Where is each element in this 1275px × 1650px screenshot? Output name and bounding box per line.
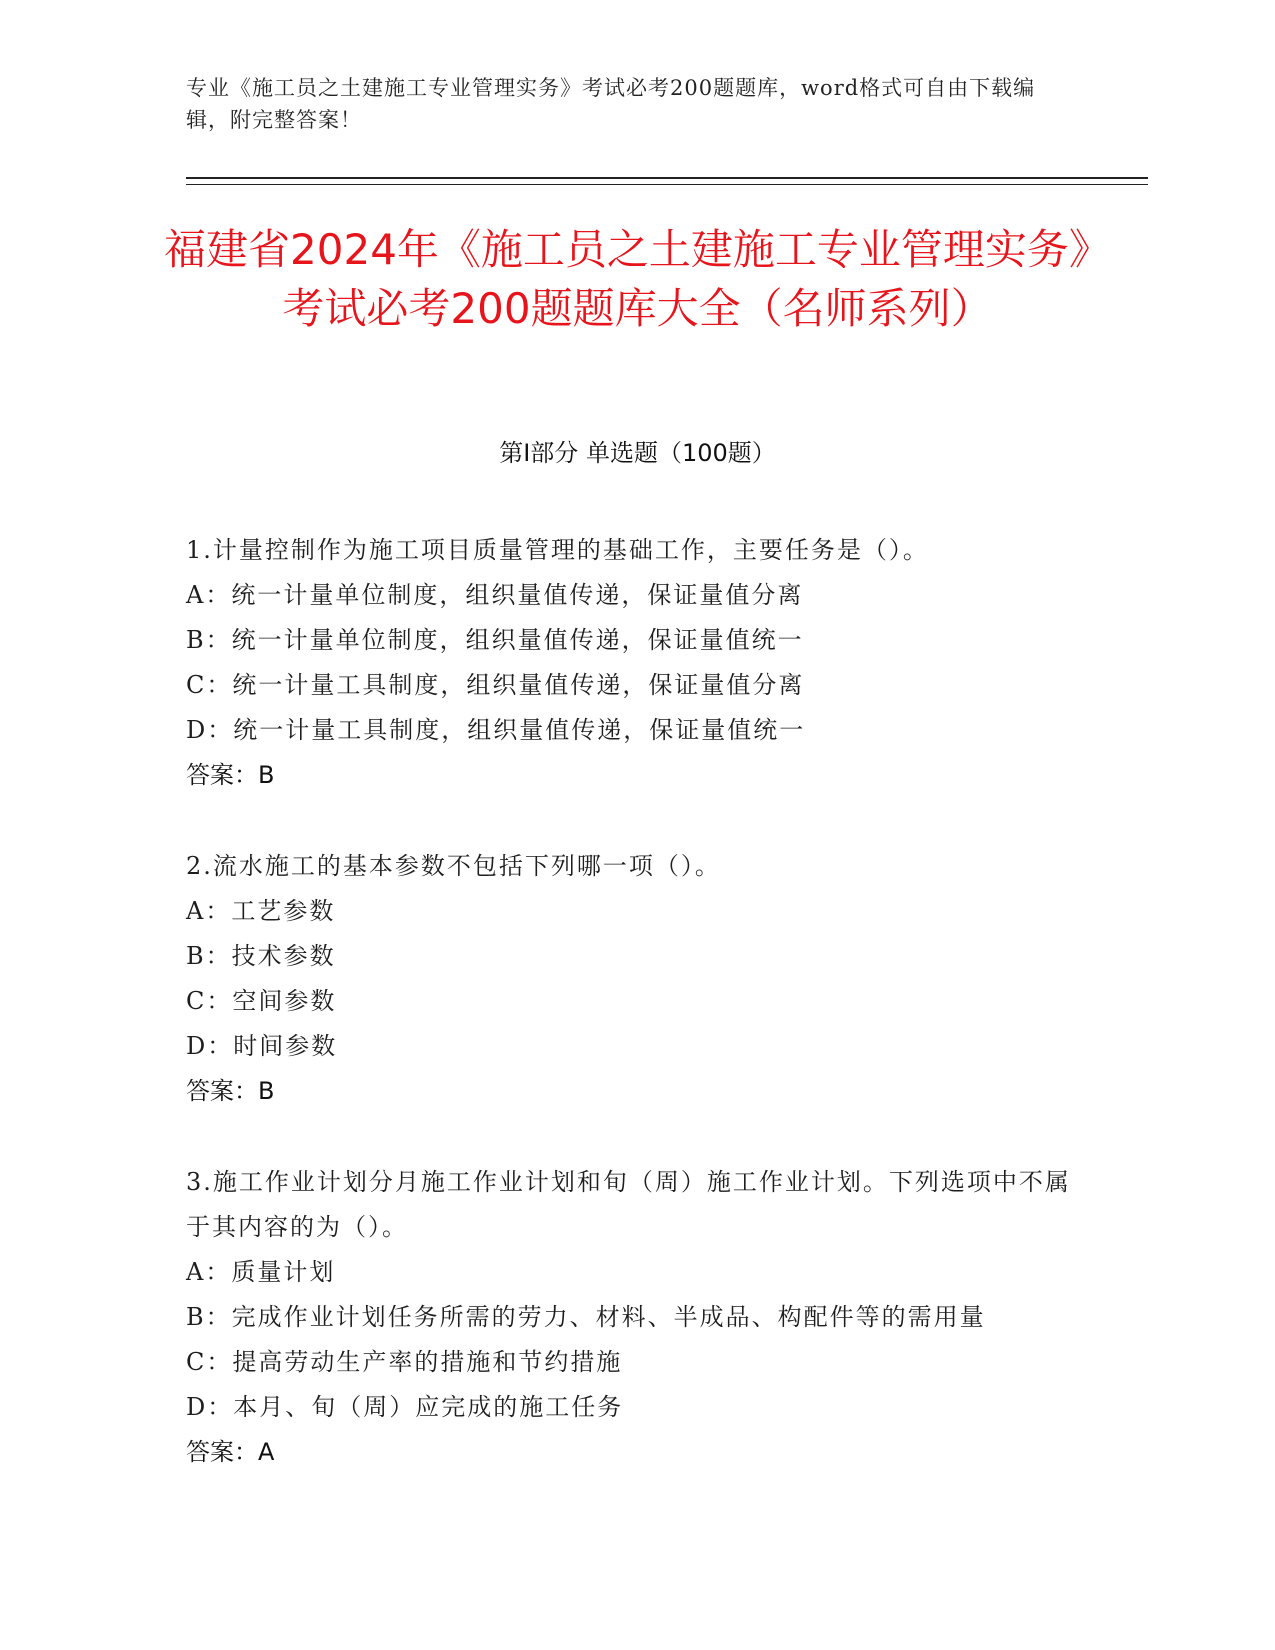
option-a: A：统一计量单位制度，组织量值传递，保证量值分离: [186, 581, 804, 609]
option-d: D：本月、旬（周）应完成的施工任务: [186, 1393, 624, 1421]
answer: 答案：B: [186, 1077, 275, 1105]
option-b: B：技术参数: [186, 942, 336, 970]
option-a: A：质量计划: [186, 1258, 336, 1286]
question-stem: 3.施工作业计划分月施工作业计划和旬（周）施工作业计划。下列选项中不属于其内容的为（）。: [186, 1168, 1071, 1241]
question-3: [186, 1160, 1086, 1475]
option-a: A：工艺参数: [186, 897, 336, 925]
option-c: C：空间参数: [186, 987, 337, 1015]
header-note: 专业《施工员之土建施工专业管理实务》考试必考200题题库，word格式可自由下载编辑，附完整答案！: [186, 76, 1036, 132]
question-1: [186, 528, 1086, 798]
question-stem: 1.计量控制作为施工项目质量管理的基础工作，主要任务是（）。: [186, 536, 929, 564]
option-d: D：时间参数: [186, 1032, 338, 1060]
question-2: [186, 844, 1086, 1114]
option-b: B：统一计量单位制度，组织量值传递，保证量值统一: [186, 626, 804, 654]
question-stem: 2.流水施工的基本参数不包括下列哪一项（）。: [186, 852, 721, 880]
answer: 答案：A: [186, 1438, 275, 1466]
section-heading: 第I部分 单选题（100题）: [499, 439, 776, 467]
option-d: D：统一计量工具制度，组织量值传递，保证量值统一: [186, 716, 806, 744]
header-divider-thick: [186, 177, 1148, 179]
question-list: [186, 528, 1086, 1521]
option-b: B：完成作业计划任务所需的劳力、材料、半成品、构配件等的需用量: [186, 1303, 986, 1331]
option-c: C：提高劳动生产率的措施和节约措施: [186, 1348, 623, 1376]
option-c: C：统一计量工具制度，组织量值传递，保证量值分离: [186, 671, 805, 699]
header-divider-thin: [186, 184, 1148, 185]
answer: 答案：B: [186, 761, 275, 789]
document-title: 福建省2024年《施工员之土建施工专业管理实务》考试必考200题题库大全（名师系列）: [164, 225, 1111, 333]
